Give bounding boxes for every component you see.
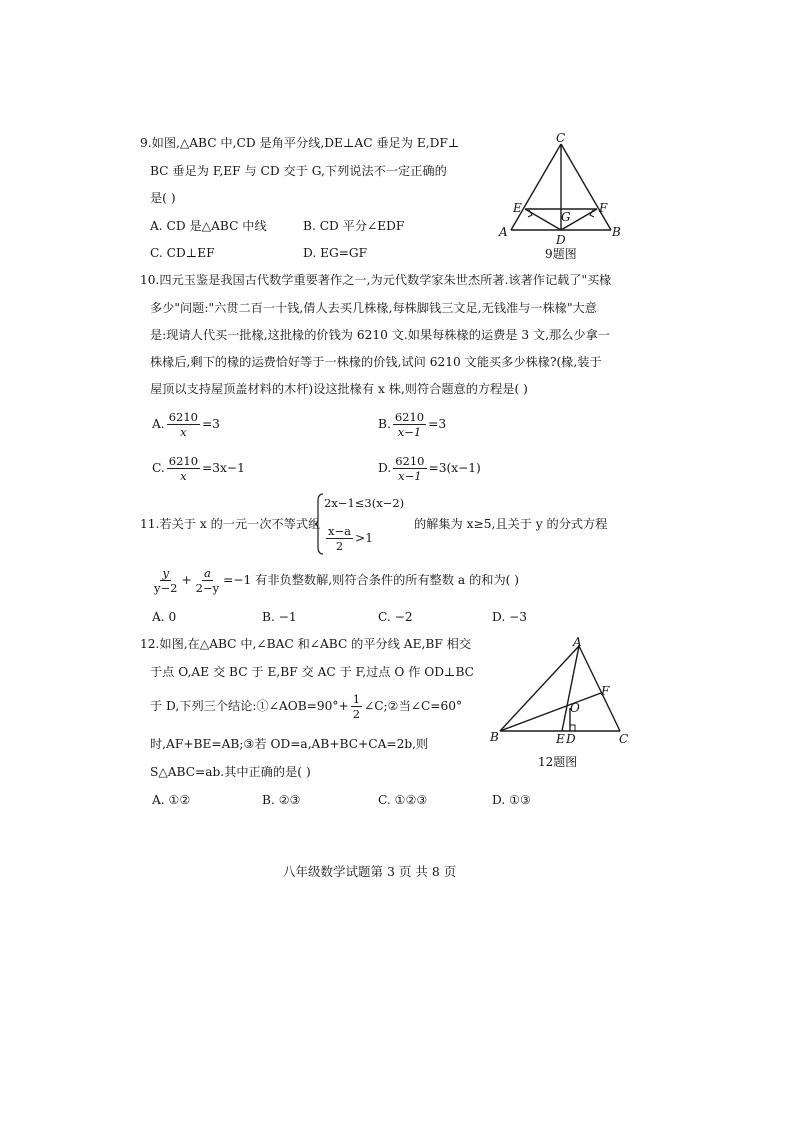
q11-system-brace: [314, 493, 324, 555]
q10-option-d-fraction: [393, 454, 426, 483]
q10-option-b-prefix: B.: [378, 417, 391, 431]
q10-option-a-fraction: [167, 410, 200, 439]
label-e: E: [513, 201, 522, 215]
q11-tail-text: 的解集为 x≥5,且关于 y 的分式方程: [414, 517, 608, 531]
fraction-denominator: 2: [335, 539, 344, 553]
fraction-denominator: x: [180, 425, 187, 439]
q10-option-b-fraction: [393, 410, 426, 439]
label-b: B: [612, 225, 621, 239]
q12-option-a: A. ①②: [152, 793, 191, 807]
q12-text-line3: [150, 692, 462, 721]
fraction-numerator: x−a: [328, 524, 351, 538]
label-c: C: [619, 732, 628, 746]
fraction-denominator: x: [180, 469, 187, 483]
fraction-numerator: 6210: [394, 410, 425, 424]
q9-option-a: A. CD 是△ABC 中线: [150, 219, 267, 233]
q12-option-b: B. ②③: [262, 793, 301, 807]
q10-option-c-rhs: =3x−1: [202, 461, 245, 475]
segment-bf: [500, 693, 601, 731]
q9-text-line1: 9.如图,△ABC 中,CD 是角平分线,DE⊥AC 垂足为 E,DF⊥: [140, 136, 460, 150]
segment-ac: [511, 144, 561, 230]
q10-option-d-rhs: =3(x−1): [428, 461, 481, 475]
q12-triangle-figure: [488, 636, 628, 774]
q11-equation-rest: =−1 有非负整数解,则符合条件的所有整数 a 的和为( ): [223, 573, 520, 587]
q10-option-a-rhs: =3: [201, 417, 220, 431]
q9-option-b: B. CD 平分∠EDF: [303, 219, 405, 233]
label-b: B: [490, 730, 499, 744]
q10-option-c-fraction: [167, 454, 200, 483]
q9-option-c: C. CD⊥EF: [150, 246, 215, 260]
q10-option-d: [378, 454, 481, 483]
q12-line3-part-a: 于 D,下列三个结论:①∠AOB=90°+: [150, 699, 349, 713]
q11-option-c: C. −2: [378, 610, 413, 624]
fraction-numerator: 1: [352, 692, 361, 706]
fraction-denominator: y−2: [154, 581, 178, 595]
q9-option-d: D. EG=GF: [303, 246, 368, 260]
q11-equation-line: [150, 566, 519, 595]
q11-lead-text: 11.若关于 x 的一元一次不等式组: [140, 517, 321, 531]
q11-option-a: A. 0: [152, 610, 177, 624]
fraction-numerator: 6210: [168, 410, 198, 424]
fraction-denominator: 2: [352, 707, 361, 721]
fraction-numerator: 6210: [395, 454, 425, 468]
label-d: D: [566, 732, 576, 746]
q11-fraction-1: [152, 566, 179, 595]
q12-text-line1: 12.如图,在△ABC 中,∠BAC 和∠ABC 的平分线 AE,BF 相交: [140, 637, 472, 651]
fraction-denominator: x−1: [398, 469, 422, 483]
q10-option-d-prefix: D.: [378, 461, 392, 475]
label-g: G: [561, 210, 571, 224]
q11-plus-sign: +: [181, 573, 192, 587]
q10-text-line1: 10.四元玉鉴是我国古代数学重要著作之一,为元代数学家朱世杰所著.该著作记载了"买椽: [140, 273, 612, 287]
q9-figure-caption: 9题图: [545, 247, 577, 261]
q11-fraction-2: [194, 566, 221, 595]
q10-option-c-prefix: C.: [152, 461, 165, 475]
q10-option-a: [152, 410, 220, 439]
q9-text-line3: 是( ): [150, 191, 176, 205]
q10-text-line2: 多少"问题:"六贯二百一十钱,倩人去买几株椽,每株脚钱三文足,无钱准与一株椽"大意: [150, 301, 597, 315]
q9-text-line2: BC 垂足为 F,EF 与 CD 交于 G,下列说法不一定正确的: [150, 164, 447, 178]
q10-option-b: [378, 410, 446, 439]
segment-ab: [500, 646, 579, 731]
q11-option-d: D. −3: [492, 610, 528, 624]
q11-system-line2-rhs: >1: [354, 531, 373, 545]
q12-text-line5: S△ABC=ab.其中正确的是( ): [150, 765, 311, 779]
page-footer: 八年级数学试题第 3 页 共 8 页: [283, 864, 457, 879]
label-o: O: [570, 701, 580, 715]
right-angle-mark-d: [570, 725, 575, 731]
q11-system-line1: 2x−1≤3(x−2): [324, 496, 405, 510]
fraction-denominator: 2−y: [195, 581, 220, 595]
fraction-denominator: x−1: [397, 425, 422, 439]
label-a: A: [573, 636, 582, 649]
label-a: A: [499, 225, 508, 239]
q12-text-line2: 于点 O,AE 交 BC 于 E,BF 交 AC 于 F,过点 O 作 OD⊥BC: [150, 665, 474, 679]
q10-text-line4: 株椽后,剩下的椽的运费恰好等于一株椽的价钱,试问 6210 文能买多少株椽?(椽,装于: [150, 355, 602, 369]
q10-option-c: [152, 454, 245, 483]
q11-option-b: B. −1: [262, 610, 297, 624]
label-f: F: [601, 684, 610, 698]
q12-half-fraction: [351, 692, 362, 721]
q12-option-d: D. ①③: [492, 793, 531, 807]
fraction-numerator: y: [162, 566, 169, 580]
segment-ac: [579, 646, 620, 731]
q12-option-c: C. ①②③: [378, 793, 428, 807]
q10-option-a-prefix: A.: [152, 417, 165, 431]
fraction-numerator: a: [203, 566, 211, 580]
q10-option-b-rhs: =3: [428, 417, 447, 431]
label-e: E: [556, 732, 565, 746]
label-f: F: [599, 201, 608, 215]
fraction-numerator: 6210: [168, 454, 199, 468]
q10-text-line5: 屋顶以支持屋顶盖材料的木杆)设这批椽有 x 株,则符合题意的方程是( ): [150, 382, 528, 396]
q12-line3-part-b: ∠C;②当∠C=60°: [364, 699, 463, 713]
label-c: C: [556, 132, 566, 145]
q10-text-line3: 是:现请人代买一批椽,这批椽的价钱为 6210 文.如果每株椽的运费是 3 文,那么少拿一: [150, 328, 610, 342]
q11-system-fraction: [326, 524, 353, 553]
q11-system-line2: [324, 524, 373, 553]
q9-triangle-figure: [495, 132, 625, 267]
q12-figure-caption: 12题图: [538, 755, 578, 769]
label-d: D: [556, 233, 566, 247]
q12-text-line4: 时,AF+BE=AB;③若 OD=a,AB+BC+CA=2b,则: [150, 737, 429, 751]
